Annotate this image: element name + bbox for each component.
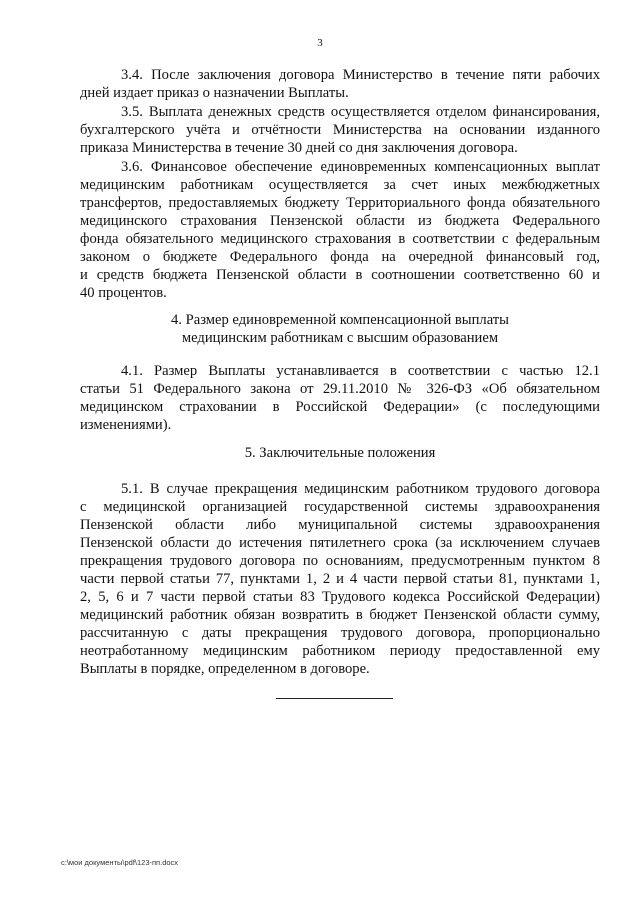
paragraph-5-1-line-8: медицинский работник обязан возвратить в бюджет Пензенской области сумму, <box>80 607 600 623</box>
page-number: 3 <box>317 37 323 49</box>
paragraph-5-1-line-2: с медицинской организацией государственной системы здравоохранения <box>80 499 600 515</box>
paragraph-5-1-line-1: 5.1. В случае прекращения медицинским работником трудового договора <box>121 481 600 497</box>
paragraph-5-1-line-11: Выплаты в порядке, определенном в договоре. <box>80 661 370 677</box>
paragraph-5-1-line-3: Пензенской области либо муниципальной системы здравоохранения <box>80 517 600 533</box>
paragraph-5-1-line-9: рассчитанную с даты прекращения трудового договора, пропорционально <box>80 625 600 641</box>
paragraph-5-1-line-4: Пензенской области до истечения пятилетнего срока (за исключением случаев <box>80 535 600 551</box>
paragraph-5-1-line-10: неотработанному медицинским работником периоду предоставленной ему <box>80 643 600 659</box>
paragraph-3-6-line-3: трансфертов, предоставляемых бюджету Территориального фонда обязательного <box>80 195 600 211</box>
paragraph-3-6-line-6: законом о бюджете Федерального фонда на очередной финансовый год, <box>80 249 600 265</box>
paragraph-3-6-line-7: и средств бюджета Пензенской области в соотношении соответственно 60 и <box>80 267 600 283</box>
paragraph-5-1-line-5: прекращения трудового договора по основаниям, предусмотренным пунктом 8 <box>80 553 600 569</box>
footer-file-path: c:\мои документы\pdf\123-пп.docx <box>61 858 179 867</box>
paragraph-3-6-line-5: фонда обязательного медицинского страхования в соответствии с федеральным <box>80 231 600 247</box>
paragraph-3-5-line-2: бухгалтерского учёта и отчётности Министерства на основании изданного <box>80 122 600 138</box>
paragraph-3-6-line-2: медицинским работникам осуществляется за счет иных межбюджетных <box>80 177 600 193</box>
paragraph-3-4-line-1: 3.4. После заключения договора Министерство в течение пяти рабочих <box>121 67 600 83</box>
paragraph-5-1-line-7: 2, 5, 6 и 7 части первой статьи 83 Трудового кодекса Российской Федерации) <box>80 589 600 605</box>
closing-separator-line <box>276 698 393 699</box>
paragraph-3-5-line-3: приказа Министерства в течение 30 дней со дня заключения договора. <box>80 140 518 156</box>
paragraph-5-1-line-6: части первой статьи 77, пунктами 1, 2 и 4 части первой статьи 81, пунктами 1, <box>80 571 600 587</box>
paragraph-3-6-line-4: медицинского страхования Пензенской области из бюджета Федерального <box>80 213 600 229</box>
paragraph-4-1-line-3: медицинском страховании в Российской Федерации» (с последующими <box>80 399 600 415</box>
section-4-heading-line-1: 4. Размер единовременной компенсационной выплаты <box>171 312 509 328</box>
paragraph-3-5-line-1: 3.5. Выплата денежных средств осуществляется отделом финансирования, <box>121 104 600 120</box>
paragraph-3-6-line-1: 3.6. Финансовое обеспечение единовременных компенсационных выплат <box>121 159 600 175</box>
section-5-heading: 5. Заключительные положения <box>244 445 436 461</box>
paragraph-3-4-line-2: дней издает приказ о назначении Выплаты. <box>80 85 349 101</box>
paragraph-4-1-line-4: изменениями). <box>80 417 172 433</box>
paragraph-4-1-line-1: 4.1. Размер Выплаты устанавливается в соответствии с частью 12.1 <box>121 363 600 379</box>
section-4-heading-line-2: медицинским работникам с высшим образованием <box>181 330 499 346</box>
paragraph-4-1-line-2: статьи 51 Федерального закона от 29.11.2010 № 326-ФЗ «Об обязательном <box>80 381 600 397</box>
paragraph-3-6-line-8: 40 процентов. <box>80 285 167 301</box>
